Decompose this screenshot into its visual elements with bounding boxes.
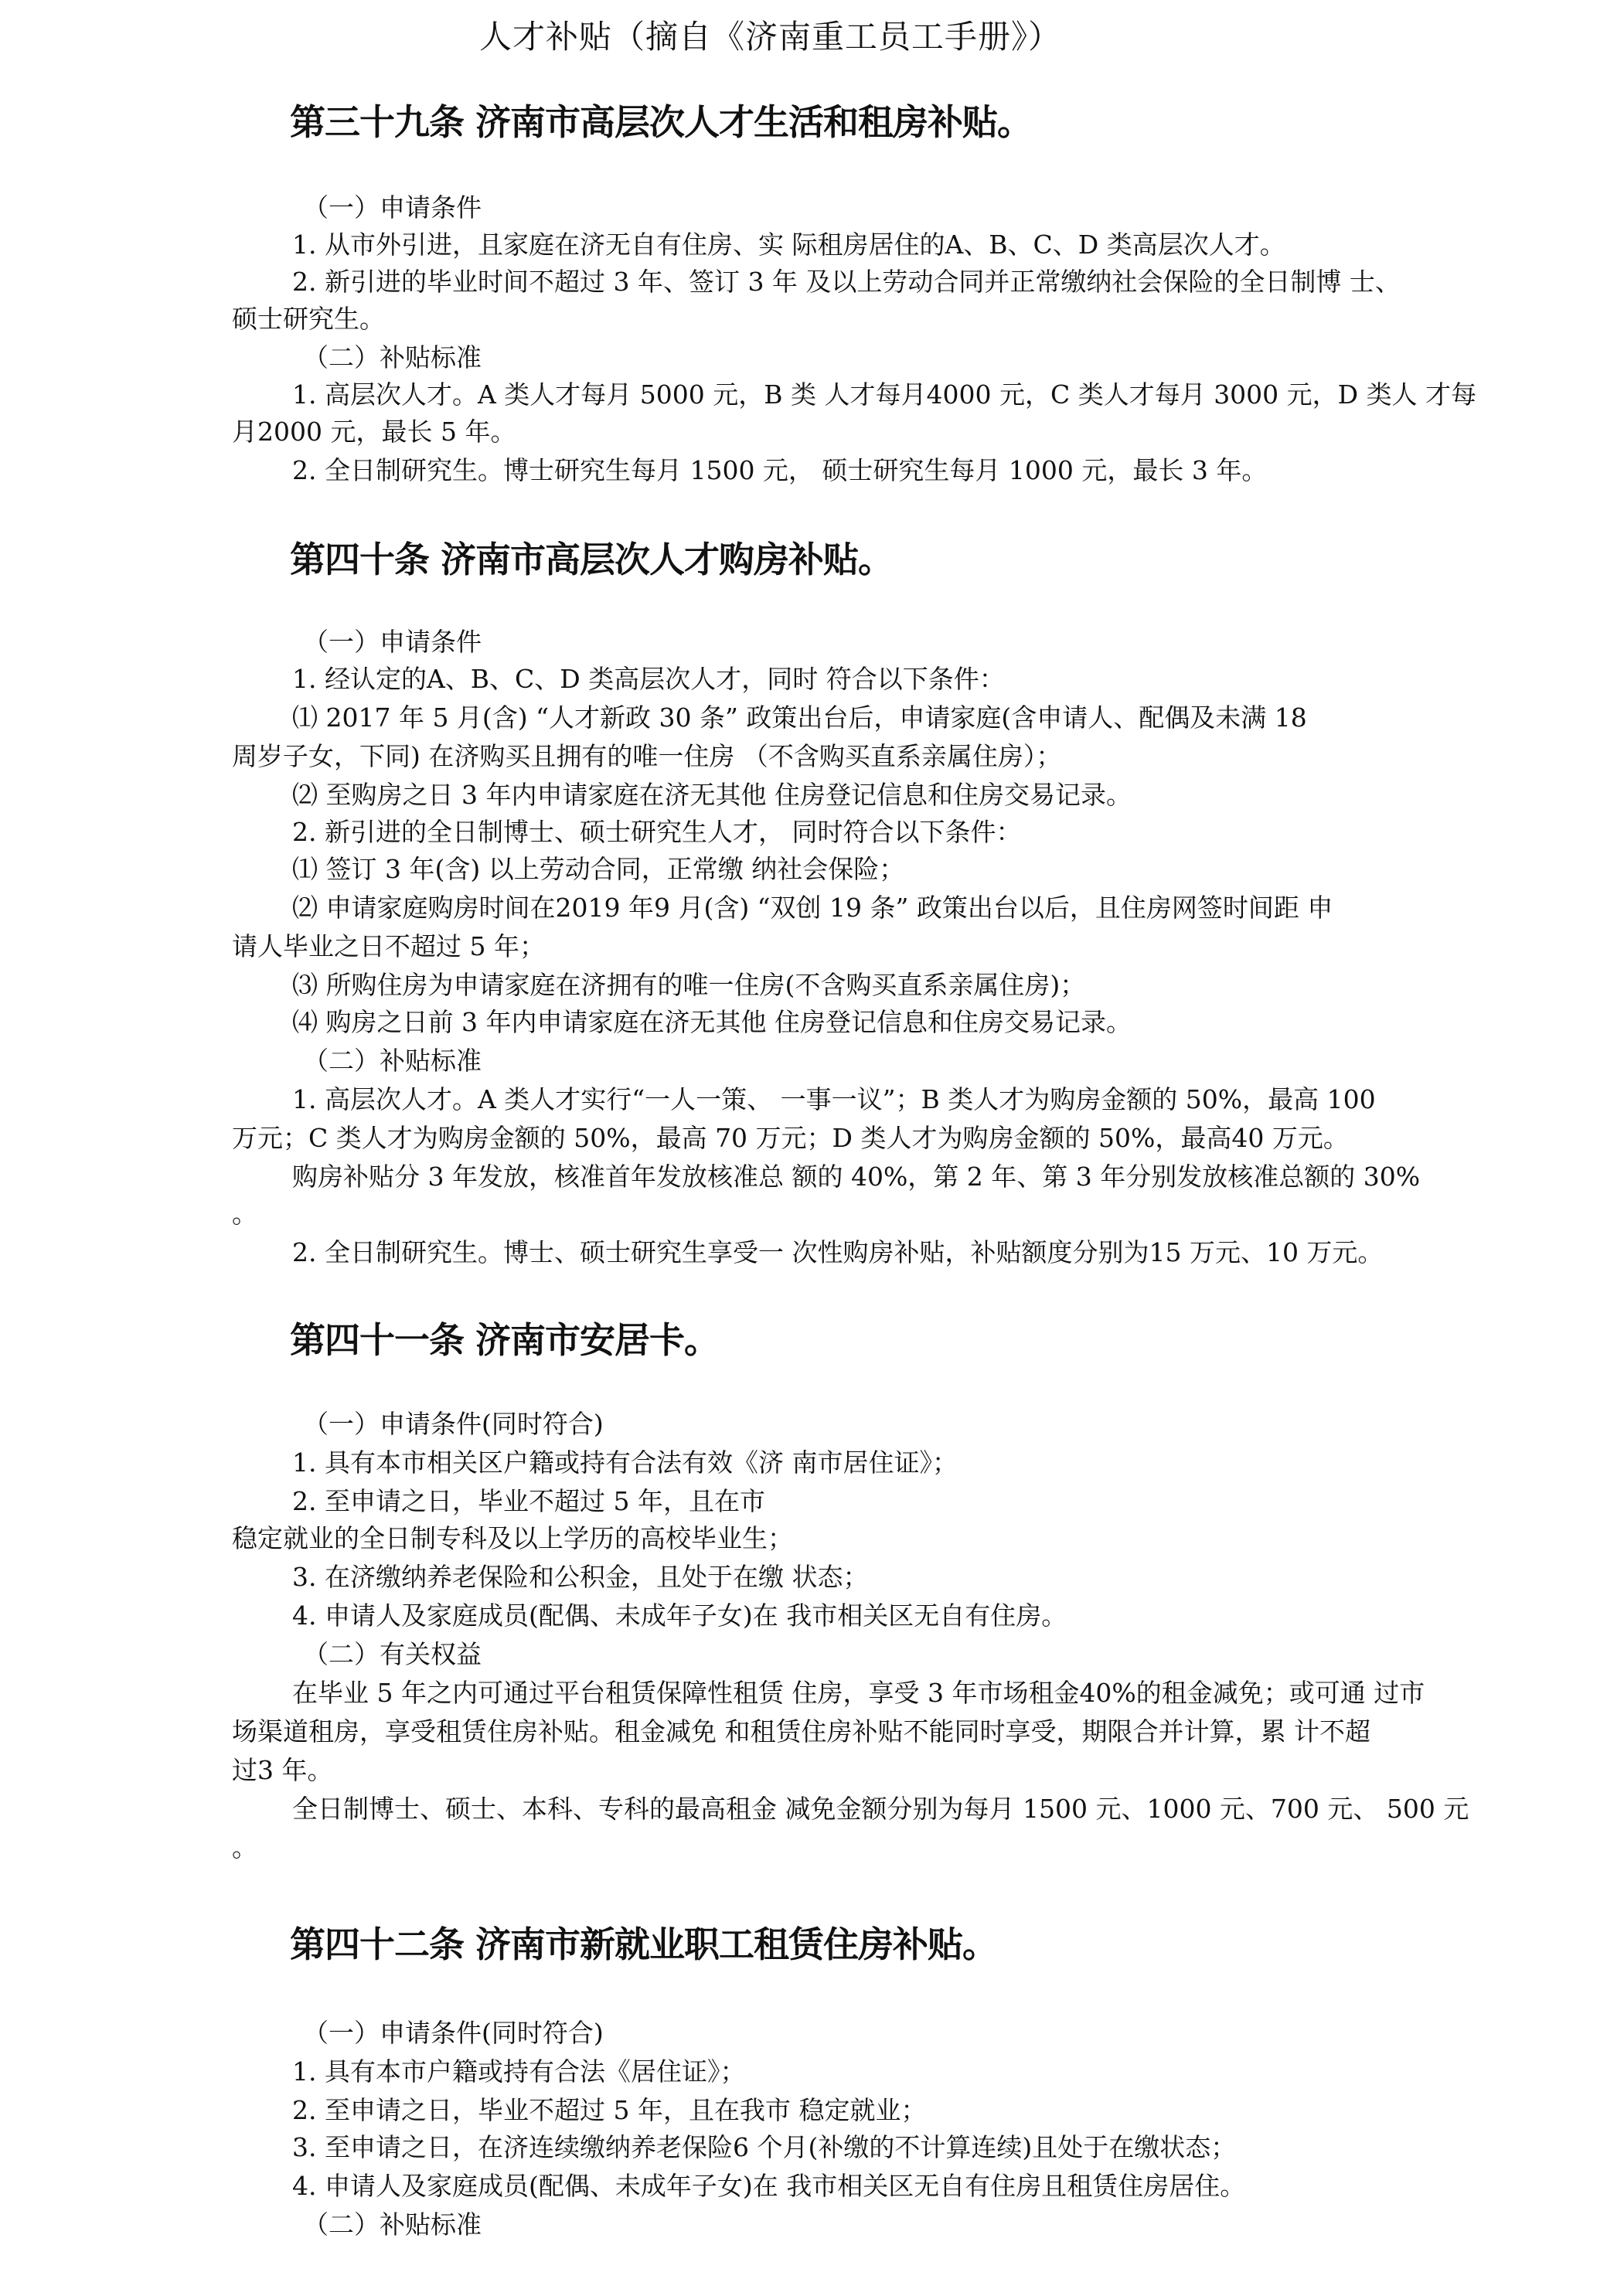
- paragraph-line: ⑵ 至购房之日 3 年内申请家庭在济无其他 住房登记信息和住房交易记录。: [292, 780, 1132, 810]
- paragraph-line: 硕士研究生。: [232, 304, 385, 334]
- section-label: （二）补贴标准: [303, 2209, 482, 2240]
- paragraph-line: 全日制博士、硕士、本科、专科的最高租金 减免金额分别为每月 1500 元、1000 元、700 元、 500 元: [292, 1794, 1469, 1824]
- paragraph-line: 周岁子女，下同) 在济购买且拥有的唯一住房 （不含购买直系亲属住房）；: [232, 741, 1062, 771]
- paragraph-line: ⑷ 购房之日前 3 年内申请家庭在济无其他 住房登记信息和住房交易记录。: [292, 1007, 1132, 1037]
- paragraph-line: ⑴ 2017 年 5 月(含) “人才新政 30 条” 政策出台后，申请家庭(含申请人、配偶及未满 18: [292, 702, 1307, 733]
- paragraph-line: 万元；C 类人才为购房金额的 50%，最高 70 万元；D 类人才为购房金额的 50%，最高40 万元。: [232, 1123, 1349, 1153]
- paragraph-line: 2. 全日制研究生。博士、硕士研究生享受一 次性购房补贴，补贴额度分别为15 万元、10 万元。: [292, 1237, 1384, 1267]
- section-label: （二）补贴标准: [303, 342, 482, 372]
- paragraph-line: 2. 至申请之日，毕业不超过 5 年，且在市: [292, 1486, 765, 1516]
- paragraph-line: 3. 在济缴纳养老保险和公积金，且处于在缴 状态；: [292, 1562, 869, 1592]
- section-label: （二）有关权益: [303, 1639, 482, 1669]
- paragraph-line: ⑴ 签订 3 年(含) 以上劳动合同，正常缴 纳社会保险；: [292, 854, 905, 884]
- paragraph-line: 2. 新引进的毕业时间不超过 3 年、签订 3 年 及以上劳动合同并正常缴纳社会保险的全日制博 士、: [292, 267, 1401, 297]
- article-heading: 第四十二条 济南市新就业职工租赁住房补贴。: [290, 1924, 998, 1965]
- section-label: （一）申请条件(同时符合): [303, 1409, 604, 1439]
- paragraph-line: ⑵ 申请家庭购房时间在2019 年9 月(含) “双创 19 条” 政策出台以后，且住房网签时间距 申: [292, 893, 1333, 923]
- paragraph-line: 请人毕业之日不超过 5 年；: [232, 931, 545, 961]
- paragraph-line: 4. 申请人及家庭成员(配偶、未成年子女)在 我市相关区无自有住房。: [292, 1600, 1067, 1631]
- paragraph-line: ⑶ 所购住房为申请家庭在济拥有的唯一住房(不含购买直系亲属住房)；: [292, 970, 1086, 1000]
- paragraph-line: 1. 具有本市户籍或持有合法《居住证》；: [292, 2056, 746, 2087]
- paragraph-line: 购房补贴分 3 年发放，核准首年发放核准总 额的 40%，第 2 年、第 3 年分别发放核准总额的 30%: [292, 1162, 1421, 1192]
- paragraph-line: 月2000 元，最长 5 年。: [232, 417, 516, 447]
- paragraph-line: 2. 至申请之日，毕业不超过 5 年，且在我市 稳定就业；: [292, 2095, 927, 2125]
- paragraph-line: 场渠道租房，享受租赁住房补贴。租金减免 和租赁住房补贴不能同时享受，期限合并计算，累 计不超: [232, 1716, 1370, 1747]
- paragraph-line: 稳定就业的全日制专科及以上学历的高校毕业生；: [232, 1523, 793, 1553]
- paragraph-line: 1. 从市外引进，且家庭在济无自有住房、实 际租房居住的A、B、C、D 类高层次人才。: [292, 230, 1285, 260]
- paragraph-line: 。: [232, 1199, 257, 1229]
- paragraph-line: 3. 至申请之日，在济连续缴纳养老保险6 个月(补缴的不计算连续)且处于在缴状态；: [292, 2132, 1237, 2162]
- paragraph-line: 1. 高层次人才。A 类人才每月 5000 元，B 类 人才每月4000 元，C 类人才每月 3000 元，D 类人 才每: [292, 379, 1477, 410]
- paragraph-line: 4. 申请人及家庭成员(配偶、未成年子女)在 我市相关区无自有住房且租赁住房居住。: [292, 2171, 1246, 2201]
- document-title: 人才补贴（摘自《济南重工员工手册》）: [479, 18, 1062, 56]
- paragraph-line: 1. 具有本市相关区户籍或持有合法有效《济 南市居住证》；: [292, 1447, 958, 1478]
- section-label: （一）申请条件(同时符合): [303, 2018, 604, 2048]
- paragraph-line: 1. 高层次人才。A 类人才实行“一人一策、 一事一议”；B 类人才为购房金额的 50%，最高 100: [292, 1084, 1376, 1114]
- paragraph-line: 在毕业 5 年之内可通过平台租赁保障性租赁 住房，享受 3 年市场租金40%的租金减免；或可通 过市: [292, 1678, 1425, 1708]
- paragraph-line: 2. 新引进的全日制博士、硕士研究生人才， 同时符合以下条件：: [292, 817, 1022, 847]
- article-heading: 第四十一条 济南市安居卡。: [290, 1319, 720, 1361]
- paragraph-line: 1. 经认定的A、B、C、D 类高层次人才，同时 符合以下条件：: [292, 664, 1005, 694]
- paragraph-line: 。: [232, 1832, 257, 1862]
- section-label: （一）申请条件: [303, 627, 482, 657]
- article-heading: 第三十九条 济南市高层次人才生活和租房补贴。: [290, 101, 1033, 143]
- paragraph-line: 2. 全日制研究生。博士研究生每月 1500 元， 硕士研究生每月 1000 元，最长 3 年。: [292, 455, 1268, 485]
- section-label: （一）申请条件: [303, 192, 482, 223]
- paragraph-line: 过3 年。: [232, 1755, 333, 1785]
- section-label: （二）补贴标准: [303, 1046, 482, 1076]
- article-heading: 第四十条 济南市高层次人才购房补贴。: [290, 539, 894, 580]
